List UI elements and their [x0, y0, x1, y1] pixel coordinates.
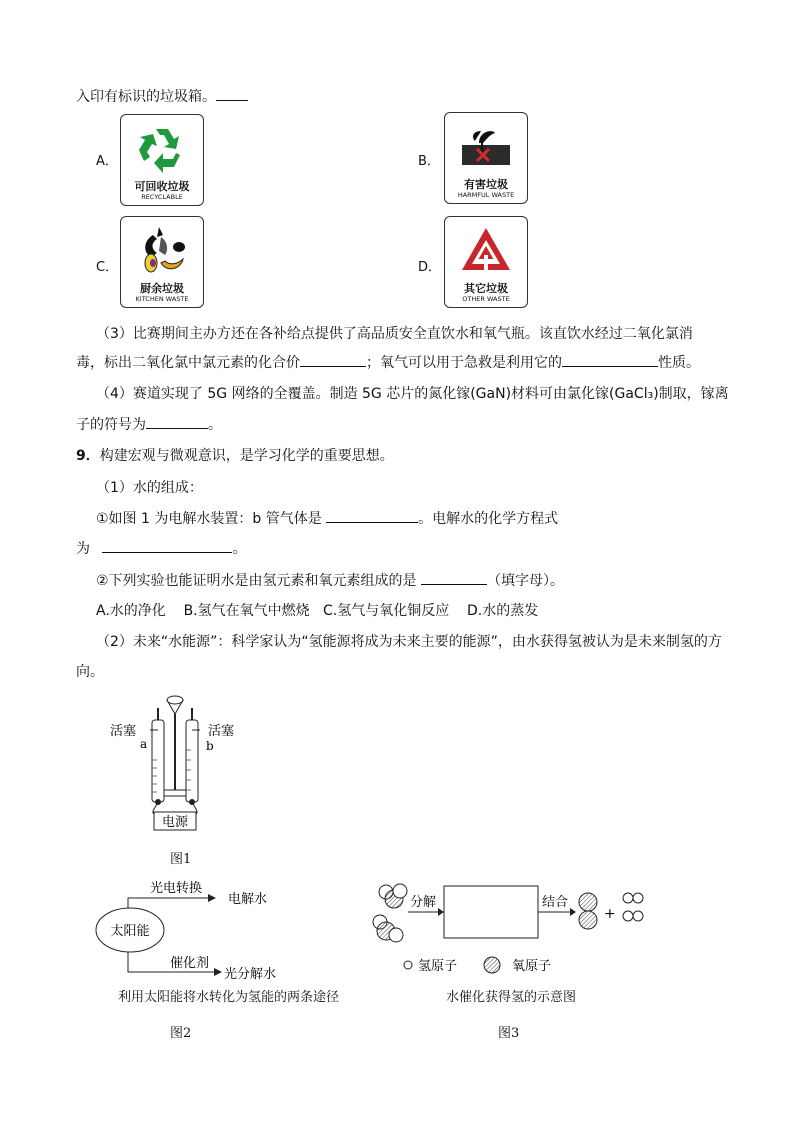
- catalyst-label: 催化剂: [170, 956, 210, 971]
- recycle-icon: [136, 123, 188, 175]
- q8-intro: 入印有标识的垃圾箱。: [76, 86, 248, 107]
- figure-2-caption: 图2: [170, 1026, 192, 1041]
- photoelectric-label: 光电转换: [150, 881, 203, 896]
- hydrogen-molecule-icon: [623, 911, 643, 921]
- kitchen-waste-icon: [135, 223, 191, 279]
- figure-3-water-catalysis: [368, 876, 658, 980]
- option-a-label-en: RECYCLABLE: [141, 193, 183, 201]
- option-a-label: 可回收垃圾: [134, 180, 190, 193]
- q9-title: 9．构建宏观与微观意识，是学习化学的重要思想。: [76, 448, 394, 464]
- figure-1-electrolysis-apparatus: [100, 690, 250, 832]
- valve-left-label: 活塞: [110, 724, 137, 739]
- answer-blank[interactable]: [146, 414, 208, 429]
- figure-2-subcaption: 利用太阳能将水转化为氢能的两条途径: [118, 990, 340, 1005]
- option-c-label-en: KITCHEN WASTE: [135, 295, 189, 303]
- figure-3-caption: 图3: [498, 1026, 520, 1041]
- answer-blank[interactable]: [421, 570, 487, 585]
- figure-3-subcaption: 水催化获得氢的示意图: [446, 990, 577, 1005]
- tube-b-label: b: [206, 739, 214, 753]
- q9-part1-item2: ②下列实验也能证明水是由氢元素和氧元素组成的是 （填字母）。: [96, 570, 564, 591]
- option-b-label-en: HARMFUL WASTE: [457, 191, 515, 199]
- option-d-label-en: OTHER WASTE: [462, 295, 510, 303]
- answer-blank[interactable]: [102, 538, 232, 553]
- option-d-letter[interactable]: D．: [418, 260, 442, 275]
- option-c-letter[interactable]: C．: [96, 260, 119, 275]
- option-d-card[interactable]: [444, 216, 528, 308]
- power-supply-label: 电源: [161, 815, 189, 830]
- q8-part3-line2: 毒，标出二氧化氯中氯元素的化合价 ；氧气可以用于急救是利用它的 性质。: [76, 352, 700, 373]
- plus-sign: +: [604, 906, 616, 922]
- legend-hydrogen-label: 氢原子: [418, 959, 458, 974]
- q9-part2-line1: （2）未来“水能源”：科学家认为“氢能源将成为未来主要的能源”，由水获得氢被认为是未来制氢的方: [96, 634, 722, 650]
- tube-a-label: a: [140, 737, 148, 751]
- option-a-letter[interactable]: A．: [96, 154, 118, 169]
- hydrogen-molecule-icon: [623, 893, 643, 903]
- answer-blank[interactable]: [326, 508, 418, 523]
- q8-part4-line1: （4）赛道实现了 5G 网络的全覆盖。制造 5G 芯片的氮化镓(GaN)材料可由氯化镓(GaCl₃)制取，镓离: [96, 386, 729, 402]
- figure-1-caption: 图1: [170, 852, 192, 867]
- figure-2-solar-pathways: [90, 878, 320, 982]
- decompose-label: 分解: [410, 895, 437, 910]
- q9-choices[interactable]: A.水的净化 B.氢气在氧气中燃烧 C.氢气与氧化铜反应 D.水的蒸发: [96, 603, 539, 619]
- combine-label: 结合: [542, 895, 569, 910]
- option-b-letter[interactable]: B．: [418, 154, 440, 169]
- oxygen-molecule-icon: [579, 893, 597, 929]
- q9-part1-item1-cont: 为 。: [76, 538, 246, 559]
- answer-blank[interactable]: [300, 352, 366, 367]
- hydrogen-atom-icon: [404, 961, 412, 969]
- oxygen-atom-icon: [484, 957, 500, 973]
- electrolysis-label: 电解水: [228, 892, 268, 907]
- option-c-card[interactable]: [120, 216, 204, 308]
- answer-blank[interactable]: [562, 352, 658, 367]
- photolysis-label: 光分解水: [224, 967, 277, 982]
- water-molecule-icon: [379, 884, 407, 908]
- q8-part3-line1: （3）比赛期间主办方还在各补给点提供了高品质安全直饮水和氧气瓶。该直饮水经过二氧化氯消: [96, 326, 693, 342]
- option-d-label: 其它垃圾: [464, 282, 508, 295]
- valve-right-label: 活塞: [208, 724, 235, 739]
- q9-part1-heading: （1）水的组成：: [96, 480, 203, 496]
- legend-oxygen-label: 氧原子: [512, 959, 552, 974]
- water-molecule-icon: [373, 915, 403, 942]
- q9-part1-item1: ①如图 1 为电解水装置：b 管气体是 。电解水的化学方程式: [96, 508, 558, 529]
- other-waste-icon: [459, 225, 513, 277]
- option-a-card[interactable]: [120, 114, 204, 206]
- option-b-card[interactable]: [444, 112, 528, 204]
- answer-blank[interactable]: [216, 86, 248, 101]
- q8-part4-line2: 子的符号为 。: [76, 414, 222, 435]
- q9-part2-line2: 向。: [76, 664, 104, 680]
- solar-energy-label: 太阳能: [110, 924, 150, 939]
- option-b-label: 有害垃圾: [464, 178, 508, 191]
- option-c-label: 厨余垃圾: [140, 282, 184, 295]
- harmful-waste-icon: [459, 123, 513, 173]
